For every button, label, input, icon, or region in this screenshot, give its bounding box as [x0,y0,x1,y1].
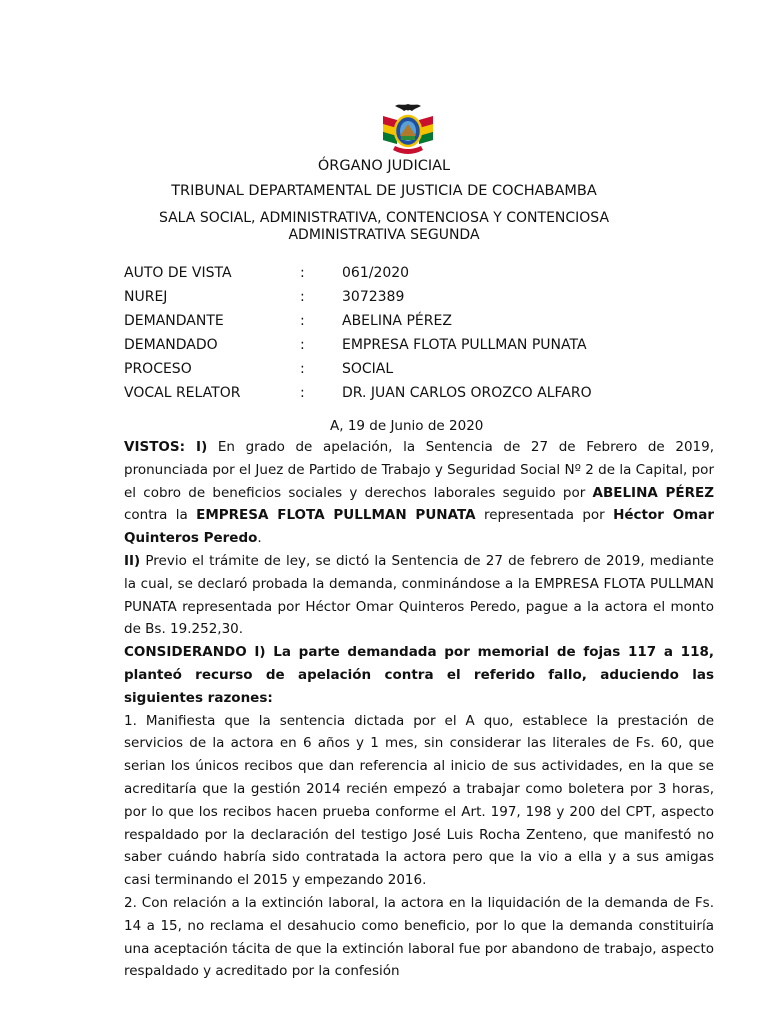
considerando-paragraph: CONSIDERANDO I) La parte demandada por memorial de fojas 117 a 118, planteó recurso de apelación contra el referido fallo, aduciendo las siguientes razones: [124,644,714,706]
meta-colon: : [300,289,305,305]
vistos-text: . [257,530,262,547]
meta-label: AUTO DE VISTA [124,265,232,281]
vistos-text: representada por [475,507,614,524]
document-date: A, 19 de Junio de 2020 [330,418,484,434]
document-body [124,436,714,983]
meta-label: DEMANDADO [124,337,218,353]
meta-label: VOCAL RELATOR [124,385,241,401]
meta-colon: : [300,313,305,329]
tribunal-title: TRIBUNAL DEPARTAMENTAL DE JUSTICIA DE COCHABAMBA [171,183,597,199]
representative-name: Héctor Omar Quinteros Peredo [124,507,715,547]
meta-colon: : [300,385,305,401]
meta-value: EMPRESA FLOTA PULLMAN PUNATA [342,337,587,353]
vistos-text: En grado de apelación, la Sentencia de 27 de Febrero de 2019, pronunciada por el Juez de Partido de Trabajo y Seguridad Social Nº 2 de la Capital, por el cobro de beneficios sociales y derechos laborales seguido por [124,439,714,501]
meta-label: DEMANDANTE [124,313,224,329]
meta-label: NUREJ [124,289,168,305]
meta-colon: : [300,265,305,281]
meta-colon: : [300,361,305,377]
vistos-lead: VISTOS: I) [124,439,208,455]
meta-value: SOCIAL [342,361,394,377]
sala-title: SALA SOCIAL, ADMINISTRATIVA, CONTENCIOSA Y CONTENCIOSA ADMINISTRATIVA SEGUNDA [158,210,610,243]
item-1-paragraph: 1. Manifiesta que la sentencia dictada por el A quo, establece la prestación de servicios de la actora en 6 años y 1 mes, sin considerar las literales de Fs. 60, que serian los únicos recibos que dan referencia al inicio de sus actividades, en la que se acreditaría que la gestión 2014 recién empezó a trabajar como boletera por 3 horas, por lo que los recibos hacen prueba conforme el Art. 197, 198 y 200 del CPT, aspecto respaldado por la declaración del testigo José Luis Rocha Zenteno, que manifestó no saber cuándo habría sido contratada la actora pero que la vio a ella y a sus amigas casi terminando el 2015 y empezando 2016. [124,712,714,889]
meta-value: 061/2020 [342,265,410,281]
ii-lead: II) [124,552,141,569]
item-2-paragraph: 2. Con relación a la extinción laboral, la actora en la liquidación de la demanda de Fs. 14 a 15, no reclama el desahucio como beneficio, por lo que la demanda constituiría una aceptación tácita de que la extinción laboral fue por abandono de trabajo, aspecto respaldado y acreditado por la confesión [124,894,714,980]
plaintiff-name: ABELINA PÉREZ [592,484,714,501]
meta-colon: : [300,337,305,353]
meta-label: PROCESO [124,361,192,377]
meta-value: 3072389 [342,289,405,305]
vistos-paragraph [124,436,714,550]
meta-value: ABELINA PÉREZ [342,313,452,329]
coat-of-arms-icon [377,100,439,162]
ii-text: Previo el trámite de ley, se dictó la Sentencia de 27 de febrero de 2019, mediante la cual, se declaró probada la demanda, conminándose a la EMPRESA FLOTA PULLMAN PUNATA representada por Héctor Omar Quinteros Peredo, pague a la actora el monto de Bs. 19.252,30. [124,552,714,638]
vistos-text: contra la [124,507,197,524]
ii-paragraph [124,550,714,641]
organ-title: ÓRGANO JUDICIAL [317,158,451,174]
defendant-name: EMPRESA FLOTA PULLMAN PUNATA [196,507,476,524]
meta-value: DR. JUAN CARLOS OROZCO ALFARO [342,385,592,401]
